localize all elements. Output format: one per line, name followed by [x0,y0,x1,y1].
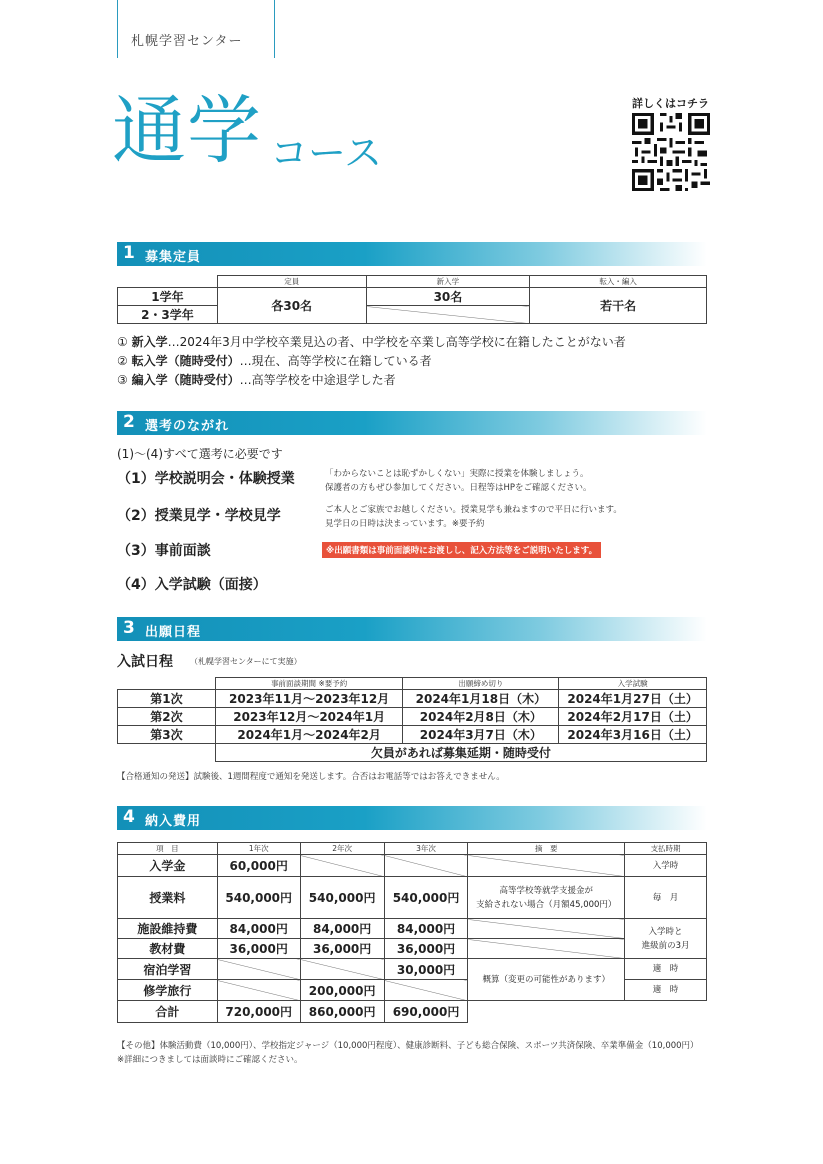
selection-intro: (1)～(4)すべて選考に必要です [117,447,283,461]
step-2-note: ご本人とご家族でお越しください。授業見学も兼ねますので平日に行います。 見学日の日時は決まっています。※要予約 [325,505,622,529]
new-entry-header: 新入学 [366,276,530,288]
section-header-schedule [117,617,707,641]
table-row: 修学旅行 200,000円 適 時 [118,980,707,1001]
pass-notice: 【合格通知の発送】試験後、1週間程度で通知を発送します。合否はお電話等ではお答えできません。 [117,772,505,782]
section-number: 3 [123,618,135,638]
exam-header: 入学試験 [559,678,707,690]
schedule-title: 入試日程 [117,654,173,670]
section-label: 選考のながれ [145,419,230,434]
table-row: 授業料 540,000円 540,000円 540,000円 高等学校等就学支援金が 支給されない場合（月額45,000円） 毎 月 [118,877,707,919]
table-row: 宿泊学習 30,000円 概算（変更の可能性があります） 適 時 [118,959,707,980]
new-entry-value: 30名 [366,288,530,306]
table-row: 教材費 36,000円 36,000円 36,000円 [118,939,707,959]
empty-cell [366,306,530,324]
capacity-header: 定員 [217,276,366,288]
table-row: 第3次 2024年1月～2024年2月 2024年3月7日（木） 2024年3月16日（土） [118,726,707,744]
capacity-table [117,275,707,324]
table-row: 第2次 2023年12月～2024年1月 2024年2月8日（木） 2024年2月17日（土） [118,708,707,726]
page-subtitle: コース [270,131,383,175]
grade-23-label: 2・3学年 [118,306,218,324]
section-number: 2 [123,412,135,432]
section-header-fees [117,806,707,830]
section-header-capacity [117,242,707,266]
step-1: （1）学校説明会・体験授業 [117,471,295,487]
section-label: 出願日程 [145,625,202,640]
grade-1-label: 1学年 [118,288,218,306]
other-fees-note: 【その他】体験活動費（10,000円）、学校指定ジャージ（10,000円程度）、健康診断料、子ども総合保険、スポーツ共済保険、卒業準備金（10,000円） [117,1041,699,1051]
step-3: （3）事前面談 [117,543,211,559]
center-name: 札幌学習センター [131,34,243,49]
fee-table: 項 目 1年次 2年次 3年次 摘 要 支払時期 入学金 60,000円 入学時 授業料 540,000円 540,000円 540,000円 高等学校等就学支援金が 支給されない場合（月額45,000円） 毎 月 施設維持費 84,000円 84,000円 84,000円 入学時と 進級前の3月 教材費 36,000円 36,000円 36,000円 宿泊学習 30,000円 概算（変更の可能性があります） 適 時 修学旅行 200,000円 適 時 合計 720,000円 860,000円 690,000円 [117,842,707,1023]
section-number: 4 [123,807,135,827]
page-title: 通学 [112,88,262,174]
deadline-header: 出願締め切り [403,678,559,690]
definition-reentry: ③ 編入学（随時受付）…高等学校を中途退学した者 [117,373,396,387]
schedule-table [117,677,707,762]
section-number: 1 [123,243,135,263]
table-row: 第1次 2023年11月～2023年12月 2024年1月18日（木） 2024年1月27日（土） [118,690,707,708]
qr-code-icon[interactable] [632,113,710,191]
section-header-selection [117,411,707,435]
table-row-total: 合計 720,000円 860,000円 690,000円 [118,1001,707,1023]
detail-note: ※詳細につきましては面談時にご確認ください。 [117,1055,303,1065]
qr-label: 詳しくはコチラ [632,97,709,110]
definition-new: ① 新入学…2024年3月中学校卒業見込の者、中学校を卒業し高等学校に在籍したことがない者 [117,335,626,349]
definition-transfer: ② 転入学（随時受付）…現在、高等学校に在籍している者 [117,354,432,368]
section-label: 募集定員 [145,250,202,265]
table-row: 施設維持費 84,000円 84,000円 84,000円 入学時と 進級前の3月 [118,919,707,939]
schedule-subtitle: （札幌学習センターにて実施） [190,657,302,666]
transfer-header: 転入・編入 [530,276,707,288]
step-4: （4）入学試験（面接） [117,577,267,593]
vacancy-note: 欠員があれば募集延期・随時受付 [215,744,706,762]
table-row: 入学金 60,000円 入学時 [118,855,707,877]
header-bracket [117,0,275,58]
interview-header: 事前面談期間 ※要予約 [215,678,403,690]
step-2: （2）授業見学・学校見学 [117,508,281,524]
section-label: 納入費用 [145,814,202,829]
capacity-value: 各30名 [217,288,366,324]
transfer-value: 若干名 [530,288,707,324]
application-notice: ※出願書類は事前面談時にお渡しし、記入方法等をご説明いたします。 [322,542,601,558]
step-1-note: 「わからないことは恥ずかしくない」実際に授業を体験しましょう。 保護者の方もぜひ参加してください。日程等はHPをご確認ください。 [325,469,592,493]
